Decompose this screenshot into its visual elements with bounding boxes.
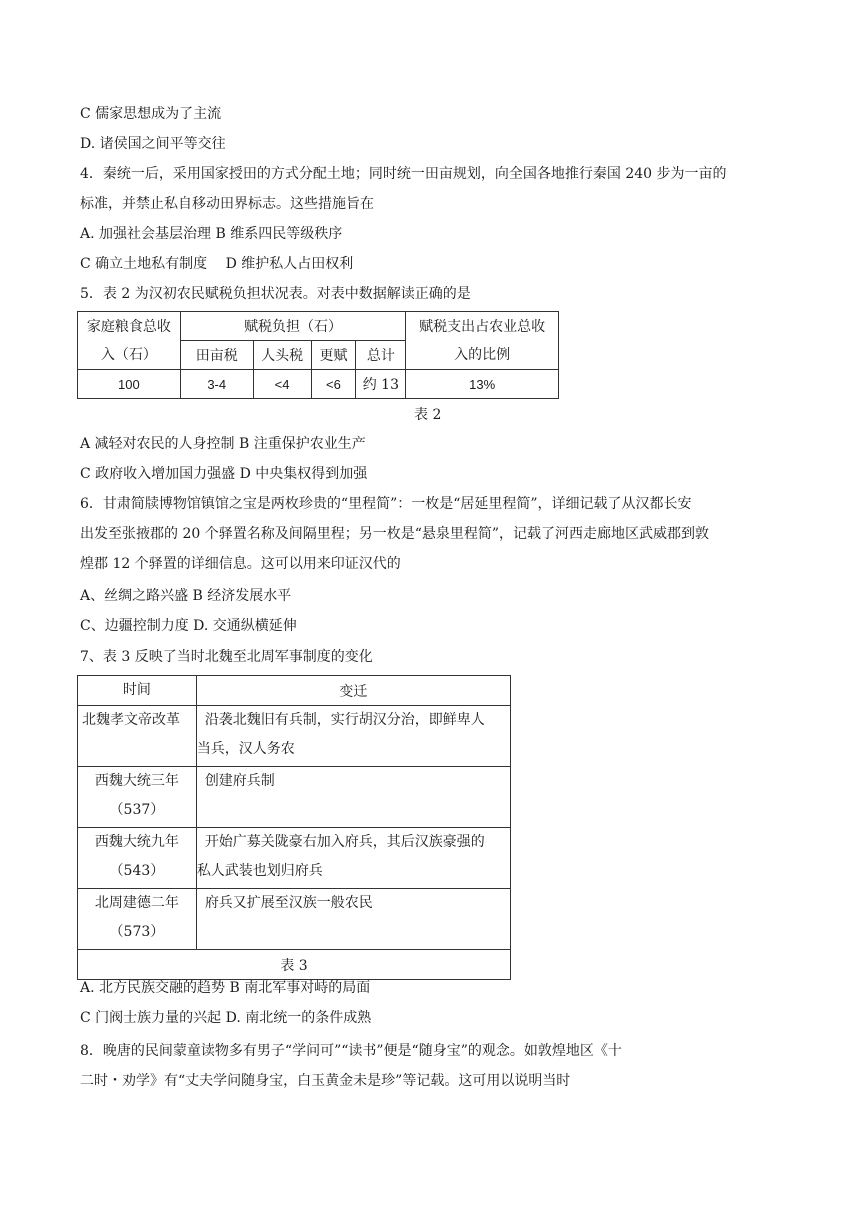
options-5cd: C 政府收入增加国力强盛 D 中央集权得到加强 [80, 466, 368, 482]
table-2-sub-gengfu: 更赋 [311, 341, 356, 370]
table-3-row-4-time-line-2: （573） [109, 924, 165, 940]
table-2-header-family-income-line-2: 入（石） [100, 346, 157, 363]
table-2-value-gengfu: <6 [311, 370, 356, 399]
question-4-line-1: 4．秦统一后，采用国家授田的方式分配土地；同时统一田亩规划，向全国各地推行秦国 240 步为一亩的 [80, 166, 727, 182]
table-3-header-time: 时间 [78, 676, 197, 706]
table-3-row-1-time-line-1: 北魏孝文帝改革 [82, 712, 180, 728]
table-3-row-2-time-line-2: （537） [109, 802, 165, 818]
table-3-row-1-change-line-1: 沿袭北魏旧有兵制，实行胡汉分治，即鲜卑人 [204, 712, 485, 728]
question-4-line-2: 标准，并禁止私自移动田界标志。这些措施旨在 [80, 196, 374, 212]
question-8-line-1: 8．晚唐的民间蒙童读物多有男子“学问可”“读书”便是“随身宝”的观念。如敦煌地区《十 [80, 1043, 622, 1059]
table-3-row-2-time [78, 767, 197, 828]
table-2-value-family: 100 [78, 370, 181, 399]
table-row [78, 828, 511, 889]
table-3-caption-row [78, 950, 511, 980]
table-3-row-1-time [78, 706, 197, 767]
table-3-row-2-change [196, 767, 510, 828]
table-2-header-row [78, 312, 559, 341]
table-2-sub-tianmu: 田亩税 [180, 341, 253, 370]
table-2-header-ratio [406, 312, 559, 370]
table-3-header-change: 变迁 [196, 676, 510, 706]
table-2-header-ratio-line-1: 赋税支出占农业总收 [419, 318, 546, 335]
table-2-caption: 表 2 [414, 407, 442, 423]
question-6-line-3: 煌郡 12 个驿置的详细信息。这可以用来印证汉代的 [80, 556, 401, 572]
table-3-row-3-change-line-2: 私人武装也划归府兵 [196, 863, 323, 879]
options-6ab: A、丝绸之路兴盛 B 经济发展水平 [80, 588, 292, 604]
options-7cd: C 门阀士族力量的兴起 D. 南北统一的条件成熟 [80, 1010, 372, 1026]
question-8-line-2: 二时・劝学》有“丈夫学问随身宝，白玉黄金未是珍”等记载。这可用以说明当时 [80, 1073, 571, 1089]
question-7-stem: 7、表 3 反映了当时北魏至北周军事制度的变化 [80, 649, 373, 665]
table-2-value-total: 约 13 [356, 370, 406, 399]
table-3-row-1-change-line-2: 当兵，汉人务农 [196, 741, 295, 757]
table-2-header-ratio-line-2: 入的比例 [454, 346, 511, 363]
table-3-row-4-change-line-1: 府兵又扩展至汉族一般农民 [204, 895, 373, 911]
table-3-row-2-change-line-1: 创建府兵制 [204, 773, 275, 789]
table-2-value-tianmu: 3-4 [180, 370, 253, 399]
table-2-header-family-income [78, 312, 181, 370]
question-5-stem: 5．表 2 为汉初农民赋税负担状况表。对表中数据解读正确的是 [80, 286, 471, 302]
table-2-sub-rentou: 人头税 [253, 341, 311, 370]
table-row [78, 767, 511, 828]
table-row [78, 889, 511, 950]
table-3-row-3-time-line-1: 西魏大统九年 [94, 834, 179, 850]
table-3-row-2-time-line-1: 西魏大统三年 [94, 773, 179, 789]
table-2-value-ratio: 13% [406, 370, 559, 399]
options-7ab: A. 北方民族交融的趋势 B 南北军事对峙的局面 [80, 980, 371, 996]
question-6-line-2: 出发至张掖郡的 20 个驿置名称及间隔里程；另一枚是“悬泉里程简”，记载了河西走廊地区武威郡到敦 [80, 526, 710, 542]
option-3d: D. 诸侯国之间平等交往 [80, 136, 226, 152]
table-3-row-3-change [196, 828, 510, 889]
options-4ab: A. 加强社会基层治理 B 维系四民等级秩序 [80, 226, 343, 242]
table-3-row-1-change [196, 706, 510, 767]
table-2-header-tax-burden: 赋税负担（石） [180, 312, 406, 341]
table-3-header-row [78, 676, 511, 706]
table-3 [77, 675, 511, 980]
table-3-row-4-time-line-1: 北周建德二年 [94, 895, 179, 911]
table-2 [77, 311, 559, 399]
table-2-sub-total: 总计 [356, 341, 406, 370]
table-3-row-4-change [196, 889, 510, 950]
table-row [78, 706, 511, 767]
table-3-caption: 表 3 [78, 950, 511, 980]
table-3-row-3-change-line-1: 开始广募关陇豪右加入府兵，其后汉族豪强的 [204, 834, 485, 850]
question-6-line-1: 6．甘肃简牍博物馆镇馆之宝是两枚珍贵的“里程简”：一枚是“居延里程简”，详细记载了从汉都长安 [80, 496, 692, 512]
options-4cd: C 确立土地私有制度 D 维护私人占田权利 [80, 256, 354, 272]
options-5ab: A 减轻对农民的人身控制 B 注重保护农业生产 [80, 436, 366, 452]
table-2-header-family-income-line-1: 家庭粮食总收 [86, 318, 171, 335]
table-2-data-row [78, 370, 559, 399]
table-3-row-3-time [78, 828, 197, 889]
options-6cd: C、边疆控制力度 D. 交通纵横延伸 [80, 618, 297, 634]
table-2-value-rentou: <4 [253, 370, 311, 399]
table-3-row-4-time [78, 889, 197, 950]
table-3-row-3-time-line-2: （543） [109, 863, 165, 879]
option-3c: C 儒家思想成为了主流 [80, 106, 222, 122]
